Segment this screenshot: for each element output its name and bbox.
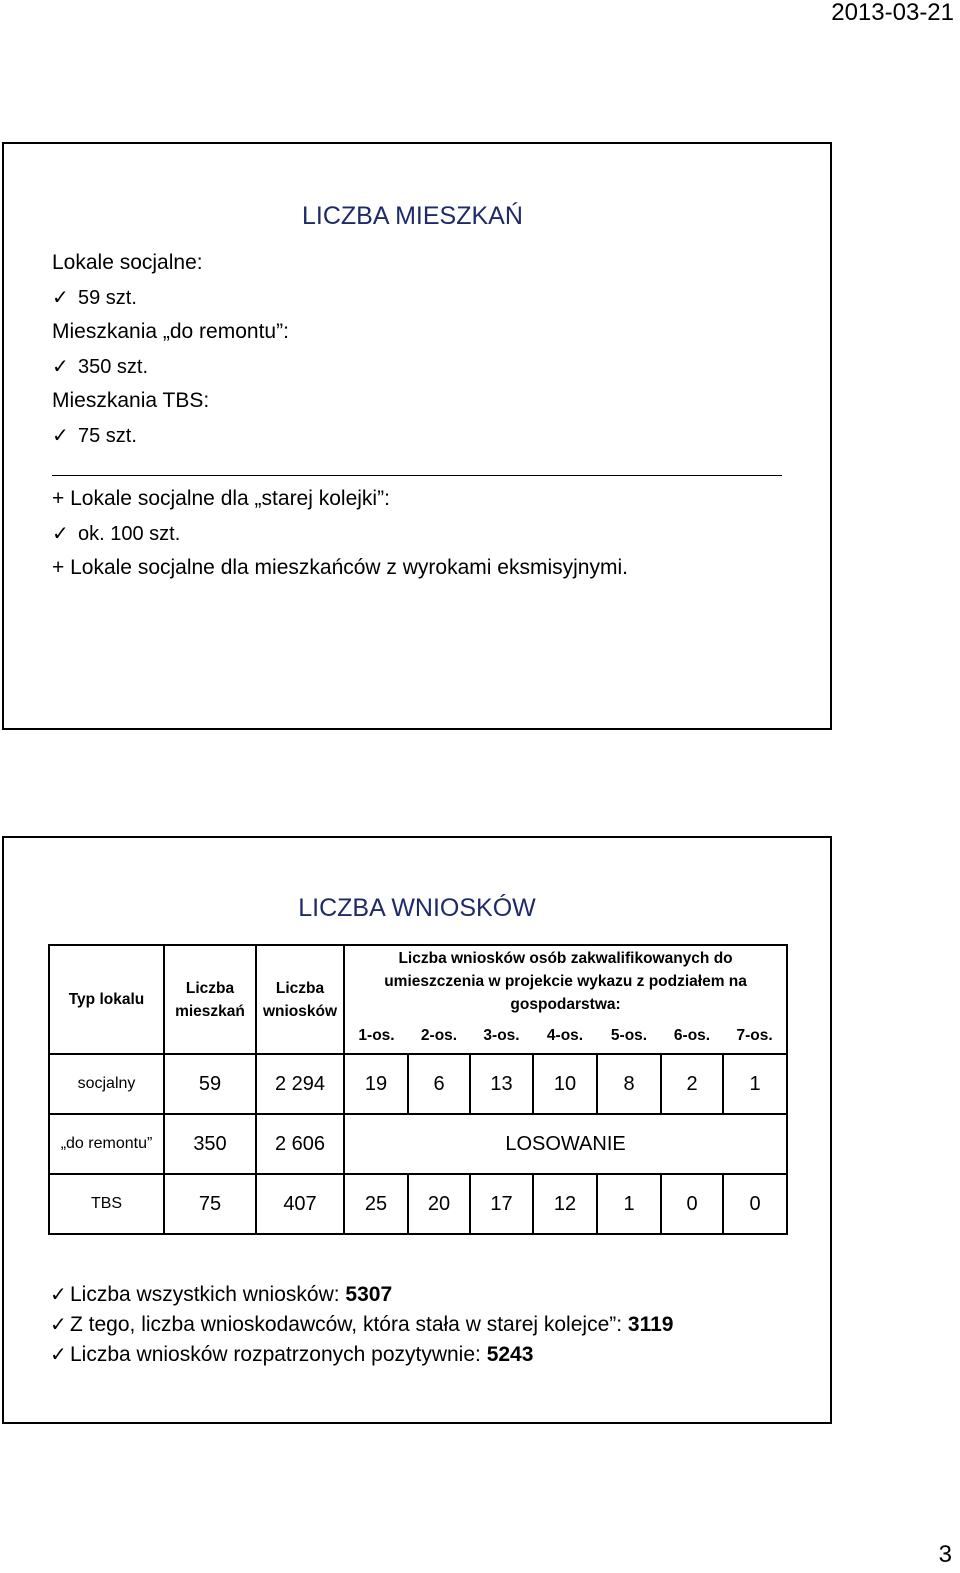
additional-housing-list	[52, 482, 628, 586]
subheader-cell: 5-os.	[597, 1017, 661, 1054]
item-text: Mieszkania „do remontu”:	[52, 320, 289, 343]
cell-value: 8	[597, 1054, 661, 1114]
cell-typ-lokalu: TBS	[49, 1174, 164, 1234]
separator-line	[52, 475, 782, 476]
cell-liczba-mieszkan: 350	[164, 1114, 256, 1174]
cell-typ-lokalu: „do remontu”	[49, 1114, 164, 1174]
cell-value: 17	[470, 1174, 533, 1234]
item-text: ok. 100 szt.	[78, 522, 181, 545]
summary-item	[50, 1280, 673, 1310]
cell-liczba-mieszkan: 59	[164, 1054, 256, 1114]
slide-title: LICZBA MIESZKAŃ	[302, 202, 523, 230]
cell-value: 1	[723, 1054, 787, 1114]
slide-liczba-mieszkan	[2, 142, 832, 730]
subheader-cell: 6-os.	[661, 1017, 723, 1054]
item-text: 59 szt.	[78, 286, 137, 309]
cell-liczba-mieszkan: 75	[164, 1174, 256, 1234]
item-text: 350 szt.	[78, 355, 149, 378]
summary-value: 3119	[627, 1313, 674, 1336]
check-mark-icon: ✓	[50, 1344, 67, 1366]
summary-label: Liczba wszystkich wniosków:	[70, 1283, 346, 1306]
item-text: Mieszkania TBS:	[52, 389, 210, 412]
check-mark-icon: ✓	[50, 1314, 67, 1336]
table-row	[49, 1174, 787, 1234]
item-text: + Lokale socjalne dla „starej kolejki”:	[52, 487, 390, 510]
check-item	[52, 419, 137, 454]
subheader-cell: 1-os.	[344, 1017, 408, 1054]
cell-losowanie: LOSOWANIE	[344, 1114, 787, 1174]
check-mark-icon: ✓	[50, 1284, 67, 1306]
check-mark-icon: ✓	[52, 355, 69, 378]
summary-list	[50, 1280, 673, 1370]
housing-list	[52, 246, 289, 453]
check-mark-icon: ✓	[52, 286, 69, 309]
list-heading	[52, 384, 289, 419]
slide-liczba-wnioskow	[2, 836, 832, 1424]
list-heading	[52, 551, 628, 586]
table-row	[49, 1114, 787, 1174]
header-liczba-wnioskow: Liczba wniosków	[256, 945, 344, 1054]
cell-liczba-wnioskow: 2 294	[256, 1054, 344, 1114]
cell-value: 0	[661, 1174, 723, 1234]
page-number: 3	[938, 1541, 952, 1568]
subheader-cell: 4-os.	[533, 1017, 597, 1054]
subheader-cell: 7-os.	[723, 1017, 787, 1054]
check-item	[52, 281, 137, 316]
subheader-cell: 3-os.	[470, 1017, 533, 1054]
header-typ-lokalu: Typ lokalu	[49, 945, 164, 1054]
cell-value: 13	[470, 1054, 533, 1114]
applications-table	[48, 944, 788, 1235]
cell-value: 25	[344, 1174, 408, 1234]
check-mark-icon: ✓	[52, 522, 69, 545]
list-heading	[52, 482, 628, 517]
check-item	[52, 350, 149, 385]
subheader-cell: 2-os.	[408, 1017, 470, 1054]
cell-value: 6	[408, 1054, 470, 1114]
header-liczba-mieszkan: Liczba mieszkań	[164, 945, 256, 1054]
slide-title: LICZBA WNIOSKÓW	[298, 894, 536, 922]
check-mark-icon: ✓	[52, 424, 69, 447]
list-heading	[52, 246, 289, 281]
cell-typ-lokalu: socjalny	[49, 1054, 164, 1114]
cell-value: 10	[533, 1054, 597, 1114]
item-text: + Lokale socjalne dla mieszkańców z wyrokami eksmisyjnymi.	[52, 556, 628, 579]
summary-value: 5243	[486, 1343, 534, 1366]
cell-value: 1	[597, 1174, 661, 1234]
document-date: 2013-03-21	[831, 0, 954, 26]
item-text: 75 szt.	[78, 424, 137, 447]
cell-value: 0	[723, 1174, 787, 1234]
cell-value: 2	[661, 1054, 723, 1114]
cell-liczba-wnioskow: 407	[256, 1174, 344, 1234]
cell-value: 12	[533, 1174, 597, 1234]
check-item	[52, 517, 181, 552]
summary-item	[50, 1310, 673, 1340]
cell-value: 20	[408, 1174, 470, 1234]
cell-liczba-wnioskow: 2 606	[256, 1114, 344, 1174]
summary-item	[50, 1340, 673, 1370]
list-heading	[52, 315, 289, 350]
summary-label: Z tego, liczba wnioskodawców, która stała w starej kolejce”:	[70, 1313, 628, 1336]
table-row	[49, 1054, 787, 1114]
cell-value: 19	[344, 1054, 408, 1114]
header-group-gospodarstwa: Liczba wniosków osób zakwalifikowanych do umieszczenia w projekcie wykazu z podziałem na gospodarstwa:	[344, 945, 787, 1017]
item-text: Lokale socjalne:	[52, 251, 203, 274]
summary-label: Liczba wniosków rozpatrzonych pozytywnie:	[70, 1343, 487, 1366]
summary-value: 5307	[345, 1283, 393, 1306]
